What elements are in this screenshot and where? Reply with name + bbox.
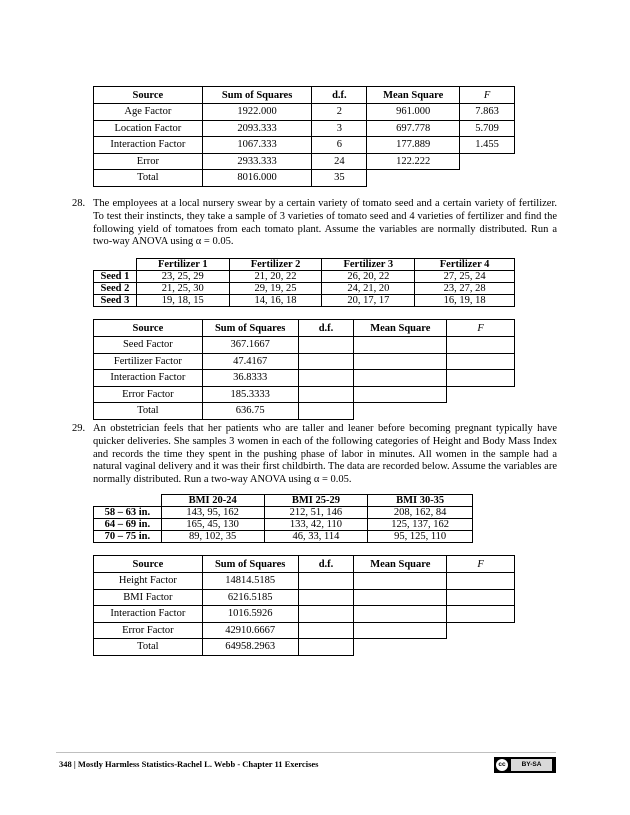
anova-table-28	[93, 319, 515, 420]
col-bmi: BMI 20-24	[161, 495, 264, 507]
cell: Interaction Factor	[94, 370, 203, 387]
problem-text: An obstetrician feels that her patients who are taller and leaner before becoming pregnant typically have quicker deliveries. She samples 3 women in each of the following categories of Height and Body Mass Index and records the time they spent in the pushing phase of labor in minutes. All women in the sample had a natural vaginal delivery and it was their first childbirth. The data are recorded below. Assume the variables are normally distributed. Run a two-way ANOVA using α = 0.05.	[93, 423, 557, 486]
seed-fertilizer-data-table	[93, 258, 515, 307]
table-row	[94, 337, 515, 354]
table-row	[94, 403, 515, 420]
anova-header-row	[94, 320, 515, 337]
cell	[354, 386, 447, 403]
anova-header-row	[94, 556, 515, 573]
cell: 5.709	[460, 120, 515, 137]
data-header-row	[94, 495, 473, 507]
data-header-row	[94, 259, 515, 271]
col-fertilizer: Fertilizer 1	[136, 259, 229, 271]
table-row	[94, 370, 515, 387]
cell	[447, 622, 515, 639]
col-fertilizer: Fertilizer 4	[415, 259, 515, 271]
table-row	[94, 295, 515, 307]
col-bmi: BMI 30-35	[368, 495, 473, 507]
col-source: Source	[94, 556, 203, 573]
cell: 21, 25, 30	[136, 283, 229, 295]
cell: 125, 137, 162	[368, 519, 473, 531]
problem-number: 28.	[72, 198, 86, 209]
cell: BMI Factor	[94, 589, 203, 606]
cell	[354, 622, 447, 639]
cell: Fertilizer Factor	[94, 353, 203, 370]
row-label: 58 – 63 in.	[94, 507, 162, 519]
cell	[354, 337, 447, 354]
cell: 14814.5185	[202, 573, 298, 590]
corner-cell	[94, 259, 137, 271]
cell: 3	[312, 120, 367, 137]
col-df: d.f.	[298, 320, 354, 337]
cell: 6	[312, 137, 367, 154]
cell	[298, 573, 354, 590]
cell: 1067.333	[202, 137, 312, 154]
cell	[447, 589, 515, 606]
cell: 208, 162, 84	[368, 507, 473, 519]
cell	[298, 639, 354, 656]
cell: Total	[94, 403, 203, 420]
cell: 29, 19, 25	[229, 283, 322, 295]
cell: 89, 102, 35	[161, 531, 264, 543]
cell: Interaction Factor	[94, 606, 203, 623]
col-ss: Sum of Squares	[202, 87, 312, 104]
cell: Total	[94, 170, 203, 187]
table-row	[94, 353, 515, 370]
row-label: Seed 1	[94, 271, 137, 283]
cell: 636.75	[202, 403, 298, 420]
col-df: d.f.	[312, 87, 367, 104]
cell: 21, 20, 22	[229, 271, 322, 283]
cell: 24	[312, 153, 367, 170]
table-row	[94, 639, 515, 656]
cell: 7.863	[460, 104, 515, 121]
cell	[354, 370, 447, 387]
cell: 14, 16, 18	[229, 295, 322, 307]
col-ms: Mean Square	[354, 320, 447, 337]
cell	[298, 386, 354, 403]
cell	[447, 606, 515, 623]
table-row	[94, 622, 515, 639]
table-row	[94, 153, 515, 170]
cell: 2933.333	[202, 153, 312, 170]
cell	[447, 573, 515, 590]
cell: Error Factor	[94, 622, 203, 639]
cell: 47.4167	[202, 353, 298, 370]
col-source: Source	[94, 87, 203, 104]
cell	[298, 403, 354, 420]
cell: 1922.000	[202, 104, 312, 121]
row-label: Seed 3	[94, 295, 137, 307]
cell: 165, 45, 130	[161, 519, 264, 531]
table-row	[94, 283, 515, 295]
cell	[298, 337, 354, 354]
cell: Location Factor	[94, 120, 203, 137]
row-label: Seed 2	[94, 283, 137, 295]
cell: 42910.6667	[202, 622, 298, 639]
col-df: d.f.	[298, 556, 354, 573]
cell	[354, 589, 447, 606]
cell: 8016.000	[202, 170, 312, 187]
cell: 16, 19, 18	[415, 295, 515, 307]
cell	[354, 353, 447, 370]
cell	[460, 153, 515, 170]
cc-logo-icon: cc	[496, 759, 508, 771]
col-source: Source	[94, 320, 203, 337]
table-row	[94, 170, 515, 187]
cell	[447, 353, 515, 370]
cell: 177.889	[367, 137, 460, 154]
cell: 36.8333	[202, 370, 298, 387]
cell	[447, 403, 515, 420]
col-ms: Mean Square	[354, 556, 447, 573]
cell: 23, 25, 29	[136, 271, 229, 283]
cell: 24, 21, 20	[322, 283, 415, 295]
col-ss: Sum of Squares	[202, 556, 298, 573]
table-row	[94, 606, 515, 623]
table-row	[94, 507, 473, 519]
cell	[447, 386, 515, 403]
corner-cell	[94, 495, 162, 507]
anova-table-prev	[93, 86, 515, 187]
cell: 367.1667	[202, 337, 298, 354]
problem-text: The employees at a local nursery swear by a certain variety of tomato seed and a certain variety of fertilizer. To test their instincts, they take a sample of 3 varieties of tomato seed and 4 varieties of fertilizer and find the following yield of tomatoes from each tomato plant. Assume the variables are normally distributed. Run a two-way ANOVA using α = 0.05.	[93, 198, 557, 248]
license-label: BY-SA	[511, 759, 552, 771]
cell	[447, 639, 515, 656]
table-row	[94, 137, 515, 154]
problem-number: 29.	[72, 423, 86, 434]
cell: 27, 25, 24	[415, 271, 515, 283]
col-fertilizer: Fertilizer 2	[229, 259, 322, 271]
cell: 1016.5926	[202, 606, 298, 623]
cell: 1.455	[460, 137, 515, 154]
cell	[367, 170, 460, 187]
table-row	[94, 104, 515, 121]
cell: 6216.5185	[202, 589, 298, 606]
cell: 46, 33, 114	[264, 531, 368, 543]
cell	[354, 573, 447, 590]
cell	[447, 370, 515, 387]
col-f: F	[447, 320, 515, 337]
cell: 2	[312, 104, 367, 121]
cell: 697.778	[367, 120, 460, 137]
col-fertilizer: Fertilizer 3	[322, 259, 415, 271]
table-row	[94, 271, 515, 283]
col-ms: Mean Square	[367, 87, 460, 104]
cell: Seed Factor	[94, 337, 203, 354]
cell: 212, 51, 146	[264, 507, 368, 519]
cell: Error Factor	[94, 386, 203, 403]
anova-header-row	[94, 87, 515, 104]
cell: 95, 125, 110	[368, 531, 473, 543]
cell	[298, 622, 354, 639]
cell: 19, 18, 15	[136, 295, 229, 307]
cell: 133, 42, 110	[264, 519, 368, 531]
cell: 122.222	[367, 153, 460, 170]
row-label: 64 – 69 in.	[94, 519, 162, 531]
table-row	[94, 120, 515, 137]
cell	[460, 170, 515, 187]
cell: Age Factor	[94, 104, 203, 121]
cell	[354, 639, 447, 656]
cell: Interaction Factor	[94, 137, 203, 154]
cell: 23, 27, 28	[415, 283, 515, 295]
cc-by-sa-badge-icon	[494, 757, 556, 773]
cell: Height Factor	[94, 573, 203, 590]
height-bmi-data-table	[93, 494, 473, 543]
cell: 35	[312, 170, 367, 187]
footer-divider	[56, 752, 556, 753]
col-f: F	[460, 87, 515, 104]
cell	[354, 403, 447, 420]
cell: Error	[94, 153, 203, 170]
cell	[354, 606, 447, 623]
table-row	[94, 589, 515, 606]
table-row	[94, 386, 515, 403]
row-label: 70 – 75 in.	[94, 531, 162, 543]
col-f: F	[447, 556, 515, 573]
cell	[298, 353, 354, 370]
cell: 2093.333	[202, 120, 312, 137]
cell	[447, 337, 515, 354]
table-row	[94, 531, 473, 543]
cell: 185.3333	[202, 386, 298, 403]
anova-table-29	[93, 555, 515, 656]
cell: 143, 95, 162	[161, 507, 264, 519]
cell: 20, 17, 17	[322, 295, 415, 307]
page-footer: 348 | Mostly Harmless Statistics-Rachel L. Webb - Chapter 11 Exercises	[59, 759, 319, 769]
col-ss: Sum of Squares	[202, 320, 298, 337]
table-row	[94, 573, 515, 590]
cell	[298, 370, 354, 387]
table-row	[94, 519, 473, 531]
cell: 26, 20, 22	[322, 271, 415, 283]
cell: 64958.2963	[202, 639, 298, 656]
cell	[298, 589, 354, 606]
cell	[298, 606, 354, 623]
col-bmi: BMI 25-29	[264, 495, 368, 507]
cell: 961.000	[367, 104, 460, 121]
cell: Total	[94, 639, 203, 656]
